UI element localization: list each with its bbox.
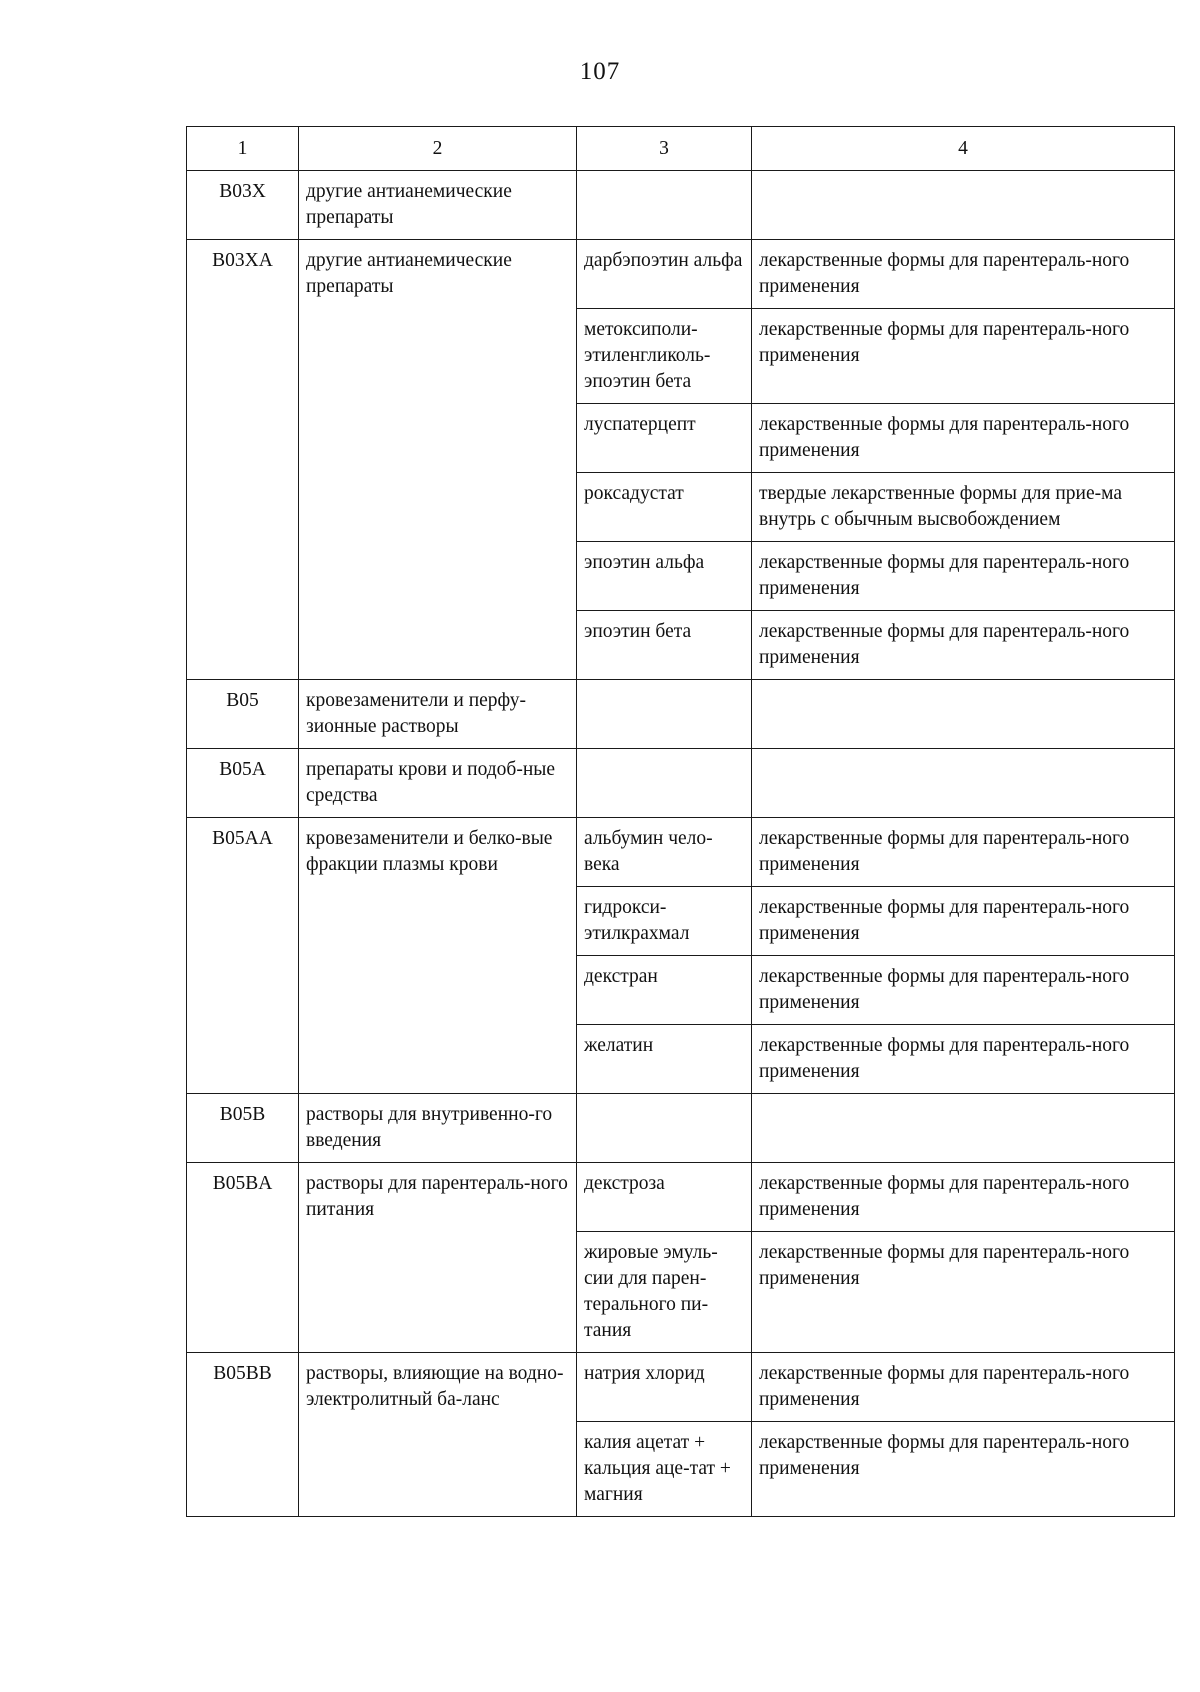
table-row — [187, 680, 1175, 749]
atc-code-cell: B05AA — [187, 818, 299, 1094]
dosage-form-cell: лекарственные формы для парентераль-ного применения — [752, 956, 1175, 1025]
page-number: 107 — [579, 58, 621, 85]
atc-code-cell: B05BB — [187, 1353, 299, 1517]
substance-cell — [577, 1094, 752, 1163]
dosage-form-cell: лекарственные формы для парентераль-ного применения — [752, 887, 1175, 956]
substance-cell: эпоэтин альфа — [577, 542, 752, 611]
atc-code-cell: B03X — [187, 171, 299, 240]
table-row — [187, 1094, 1175, 1163]
substance-cell: луспатерцепт — [577, 404, 752, 473]
substance-cell: гидрокси-этилкрахмал — [577, 887, 752, 956]
atc-code-cell: B05BA — [187, 1163, 299, 1353]
dosage-form-cell: лекарственные формы для парентераль-ного применения — [752, 1353, 1175, 1422]
dosage-form-cell: лекарственные формы для парентераль-ного применения — [752, 240, 1175, 309]
dosage-form-cell — [752, 749, 1175, 818]
group-name-cell: кровезаменители и перфу-зионные растворы — [299, 680, 577, 749]
table-row — [187, 171, 1175, 240]
atc-code-cell: B05B — [187, 1094, 299, 1163]
dosage-form-cell: лекарственные формы для парентераль-ного применения — [752, 1232, 1175, 1353]
dosage-form-cell: лекарственные формы для парентераль-ного применения — [752, 542, 1175, 611]
dosage-form-cell: лекарственные формы для парентераль-ного применения — [752, 309, 1175, 404]
group-name-cell: кровезаменители и белко-вые фракции плазмы крови — [299, 818, 577, 1094]
substance-cell: дарбэпоэтин альфа — [577, 240, 752, 309]
substance-cell: жировые эмуль-сии для парен-терального пи-тания — [577, 1232, 752, 1353]
substance-cell: калия ацетат + кальция аце-тат + магния — [577, 1422, 752, 1517]
substance-cell: натрия хлорид — [577, 1353, 752, 1422]
dosage-form-cell — [752, 171, 1175, 240]
dosage-form-cell: лекарственные формы для парентераль-ного применения — [752, 611, 1175, 680]
substance-cell: декстроза — [577, 1163, 752, 1232]
column-header-3: 3 — [577, 127, 752, 171]
column-header-4: 4 — [752, 127, 1175, 171]
group-name-cell: другие антианемические препараты — [299, 171, 577, 240]
dosage-form-cell: лекарственные формы для парентераль-ного применения — [752, 404, 1175, 473]
substance-cell: метоксиполи-этиленгликоль-эпоэтин бета — [577, 309, 752, 404]
table-row — [187, 1353, 1175, 1422]
dosage-form-cell: лекарственные формы для парентераль-ного применения — [752, 1422, 1175, 1517]
atc-code-cell: B05 — [187, 680, 299, 749]
column-header-2: 2 — [299, 127, 577, 171]
substance-cell — [577, 749, 752, 818]
dosage-form-cell: лекарственные формы для парентераль-ного применения — [752, 818, 1175, 887]
group-name-cell: растворы, влияющие на водно-электролитный ба-ланс — [299, 1353, 577, 1517]
table-row — [187, 1163, 1175, 1232]
dosage-form-cell — [752, 680, 1175, 749]
table-row — [187, 240, 1175, 309]
dosage-form-cell: лекарственные формы для парентераль-ного применения — [752, 1025, 1175, 1094]
dosage-form-cell: твердые лекарственные формы для прие-ма внутрь с обычным высвобождением — [752, 473, 1175, 542]
atc-code-cell: B03XA — [187, 240, 299, 680]
column-header-1: 1 — [187, 127, 299, 171]
table-row — [187, 749, 1175, 818]
group-name-cell: препараты крови и подоб-ные средства — [299, 749, 577, 818]
atc-code-cell: B05A — [187, 749, 299, 818]
substance-cell — [577, 171, 752, 240]
dosage-form-cell: лекарственные формы для парентераль-ного применения — [752, 1163, 1175, 1232]
group-name-cell: другие антианемические препараты — [299, 240, 577, 680]
drug-classification-table — [186, 126, 1175, 1517]
substance-cell: роксадустат — [577, 473, 752, 542]
table-row — [187, 818, 1175, 887]
substance-cell: эпоэтин бета — [577, 611, 752, 680]
table-header-row — [187, 127, 1175, 171]
substance-cell: желатин — [577, 1025, 752, 1094]
group-name-cell: растворы для внутривенно-го введения — [299, 1094, 577, 1163]
substance-cell — [577, 680, 752, 749]
substance-cell: альбумин чело-века — [577, 818, 752, 887]
group-name-cell: растворы для парентераль-ного питания — [299, 1163, 577, 1353]
dosage-form-cell — [752, 1094, 1175, 1163]
substance-cell: декстран — [577, 956, 752, 1025]
